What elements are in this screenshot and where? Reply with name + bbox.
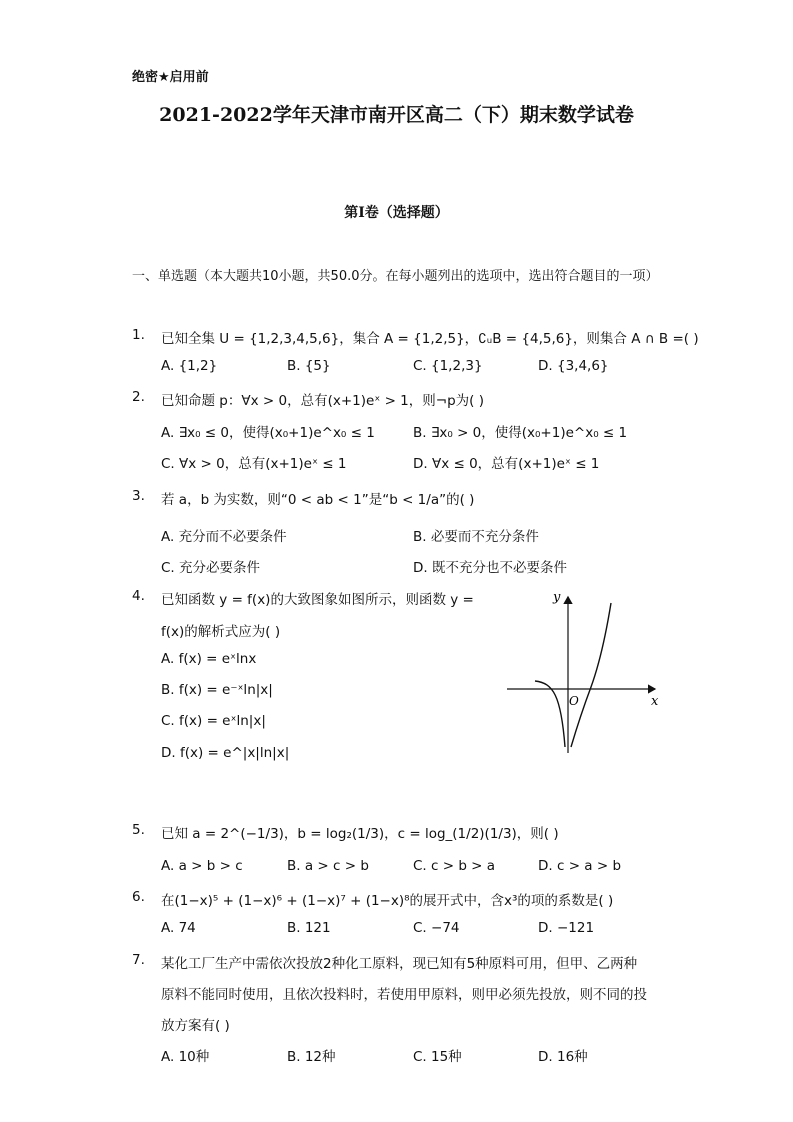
question-stem: 某化工厂生产中需依次投放2种化工原料，现已知有5种原料可用，但甲、乙两种 — [161, 956, 638, 972]
question-stem: 原料不能同时使用，且依次投料时，若使用甲原料，则甲必须先投放，则不同的投 — [161, 987, 647, 1003]
option-a: A. a > b > c — [161, 858, 243, 874]
question-number: 4. — [132, 588, 145, 604]
graph-x-label: x — [651, 694, 659, 709]
question-number: 5. — [132, 822, 145, 838]
question-number: 1. — [132, 327, 145, 343]
question-number: 3. — [132, 488, 145, 504]
option-a: A. 10种 — [161, 1049, 210, 1065]
question-number: 7. — [132, 952, 145, 968]
curve-right — [571, 603, 611, 747]
option-c: C. 充分必要条件 — [161, 560, 261, 576]
question-number: 6. — [132, 889, 145, 905]
option-b: B. ∃x₀ > 0，使得(x₀+1)e^x₀ ≤ 1 — [413, 425, 628, 441]
question-stem: 已知全集 U = {1,2,3,4,5,6}，集合 A = {1,2,5}，∁ᵤB = {4,5,6}，则集合 A ∩ B =( ) — [161, 331, 699, 347]
option-b: B. {5} — [287, 358, 331, 374]
question-stem: 在(1−x)⁵ + (1−x)⁶ + (1−x)⁷ + (1−x)⁸的展开式中，含x³的项的系数是( ) — [161, 893, 614, 909]
option-d: D. f(x) = e^|x|ln|x| — [161, 745, 290, 761]
option-c: C. 15种 — [413, 1049, 462, 1065]
question-stem: 已知命题 p：∀x > 0，总有(x+1)eˣ > 1，则¬p为( ) — [161, 393, 484, 409]
page-title: 2021-2022学年天津市南开区高二（下）期末数学试卷 — [159, 104, 634, 126]
option-a: A. f(x) = eˣlnx — [161, 651, 257, 667]
option-b: B. f(x) = e⁻ˣln|x| — [161, 682, 273, 698]
section-instructions: 一、单选题（本大题共10小题，共50.0分。在每小题列出的选项中，选出符合题目的一项） — [132, 269, 659, 284]
option-c: C. −74 — [413, 920, 460, 936]
graph-y-label: y — [553, 590, 561, 605]
question-stem: 若 a，b 为实数，则“0 < ab < 1”是“b < 1/a”的( ) — [161, 492, 475, 508]
part-heading: 第Ⅰ卷（选择题） — [344, 205, 449, 221]
option-d: D. c > a > b — [538, 858, 622, 874]
option-c: C. c > b > a — [413, 858, 496, 874]
option-a: A. 充分而不必要条件 — [161, 529, 287, 545]
question-stem: 已知函数 y = f(x)的大致图象如图所示，则函数 y = — [161, 592, 474, 608]
question-number: 2. — [132, 389, 145, 405]
function-graph — [505, 585, 665, 755]
curve-left — [535, 681, 565, 747]
question-stem: 放方案有( ) — [161, 1018, 230, 1034]
option-d: D. −121 — [538, 920, 595, 936]
option-c: C. {1,2,3} — [413, 358, 483, 374]
option-d: D. 16种 — [538, 1049, 588, 1065]
option-b: B. a > c > b — [287, 858, 369, 874]
option-a: A. 74 — [161, 920, 196, 936]
option-a: A. ∃x₀ ≤ 0，使得(x₀+1)e^x₀ ≤ 1 — [161, 425, 375, 441]
option-c: C. f(x) = eˣln|x| — [161, 713, 266, 729]
option-c: C. ∀x > 0，总有(x+1)eˣ ≤ 1 — [161, 456, 347, 472]
option-d: D. ∀x ≤ 0，总有(x+1)eˣ ≤ 1 — [413, 456, 600, 472]
option-b: B. 121 — [287, 920, 331, 936]
graph-origin-label: O — [569, 694, 579, 708]
secret-mark: 绝密★启用前 — [132, 70, 209, 85]
option-d: D. {3,4,6} — [538, 358, 609, 374]
option-a: A. {1,2} — [161, 358, 218, 374]
option-b: B. 12种 — [287, 1049, 336, 1065]
question-stem: 已知 a = 2^(−1/3)，b = log₂(1/3)，c = log_(1/2)(1/3)，则( ) — [161, 826, 559, 842]
option-b: B. 必要而不充分条件 — [413, 529, 539, 545]
question-stem: f(x)的解析式应为( ) — [161, 624, 281, 640]
option-d: D. 既不充分也不必要条件 — [413, 560, 567, 576]
